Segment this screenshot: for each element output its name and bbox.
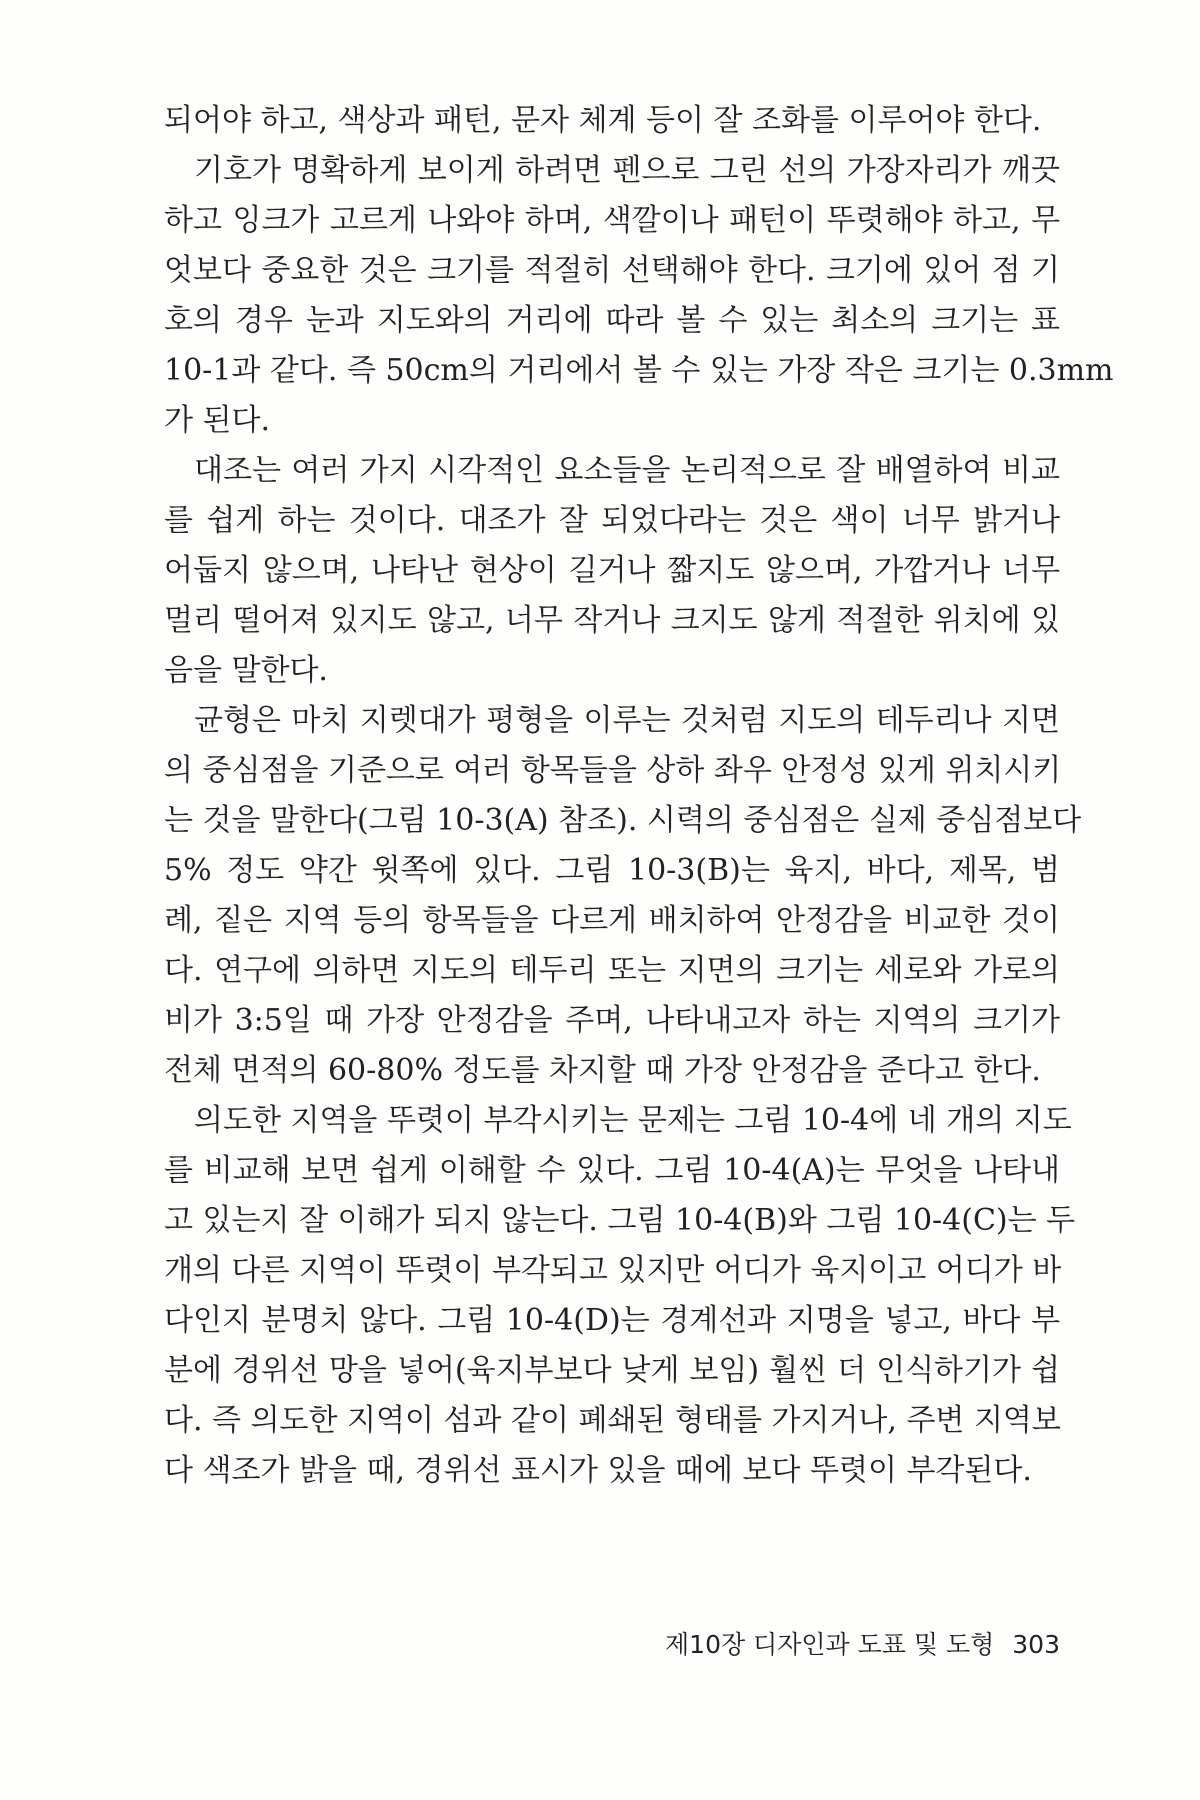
paragraph-4 — [164, 696, 1082, 1096]
text-line: 10-1과 같다. 즉 50cm의 거리에서 볼 수 있는 가장 작은 크기는 0.3mm — [164, 353, 1114, 388]
text-line: 음을 말한다. — [164, 653, 328, 688]
text-line: 엇보다 중요한 것은 크기를 적절히 선택해야 한다. 크기에 있어 점 기 — [164, 253, 1060, 288]
text-line: 고 있는지 잘 이해가 되지 않는다. 그림 10-4(B)와 그림 10-4(C)는 두 — [164, 1203, 1076, 1238]
running-chapter-title: 제10장 디자인과 도표 및 도형 — [665, 1630, 995, 1659]
page-footer — [665, 1625, 1060, 1661]
text-line: 를 쉽게 하는 것이다. 대조가 잘 되었다라는 것은 색이 너무 밝거나 — [164, 503, 1060, 538]
text-line: 비가 3:5일 때 가장 안정감을 주며, 나타내고자 하는 지역의 크기가 — [164, 1003, 1060, 1038]
text-line: 다. 연구에 의하면 지도의 테두리 또는 지면의 크기는 세로와 가로의 — [164, 953, 1060, 988]
text-line: 균형은 마치 지렛대가 평형을 이루는 것처럼 지도의 테두리나 지면 — [194, 703, 1060, 738]
text-line: 가 된다. — [164, 403, 271, 438]
text-line: 5% 정도 약간 윗쪽에 있다. 그림 10-3(B)는 육지, 바다, 제목, 범 — [164, 853, 1060, 888]
text-line: 기호가 명확하게 보이게 하려면 펜으로 그린 선의 가장자리가 깨끗 — [194, 153, 1060, 188]
text-line: 개의 다른 지역이 뚜렷이 부각되고 있지만 어디가 육지이고 어디가 바 — [164, 1253, 1062, 1288]
text-line: 다 색조가 밝을 때, 경위선 표시가 있을 때에 보다 뚜렷이 부각된다. — [164, 1453, 1032, 1488]
paragraph-5 — [164, 1096, 1076, 1496]
body-text — [164, 96, 1114, 1496]
text-line: 의 중심점을 기준으로 여러 항목들을 상하 좌우 안정성 있게 위치시키 — [164, 753, 1062, 788]
text-line: 하고 잉크가 고르게 나와야 하며, 색깔이나 패턴이 뚜렷해야 하고, 무 — [164, 203, 1060, 238]
text-line: 호의 경우 눈과 지도와의 거리에 따라 볼 수 있는 최소의 크기는 표 — [164, 303, 1060, 338]
text-line: 례, 짙은 지역 등의 항목들을 다르게 배치하여 안정감을 비교한 것이 — [164, 903, 1060, 938]
text-line: 전체 면적의 60-80% 정도를 차지할 때 가장 안정감을 준다고 한다. — [164, 1053, 1041, 1088]
paragraph-1 — [164, 96, 1060, 146]
text-line: 는 것을 말한다(그림 10-3(A) 참조). 시력의 중심점은 실제 중심점보다 — [164, 803, 1082, 838]
text-line: 멀리 떨어져 있지도 않고, 너무 작거나 크지도 않게 적절한 위치에 있 — [164, 603, 1060, 638]
paragraph-3 — [164, 446, 1060, 696]
text-line: 대조는 여러 가지 시각적인 요소들을 논리적으로 잘 배열하여 비교 — [194, 453, 1060, 488]
text-line: 다. 즉 의도한 지역이 섬과 같이 폐쇄된 형태를 가지거나, 주변 지역보 — [164, 1403, 1061, 1438]
paragraph-2 — [164, 146, 1114, 446]
page-number: 303 — [1012, 1630, 1060, 1659]
text-line: 되어야 하고, 색상과 패턴, 문자 체계 등이 잘 조화를 이루어야 한다. — [164, 103, 1042, 138]
text-line: 의도한 지역을 뚜렷이 부각시키는 문제는 그림 10-4에 네 개의 지도 — [194, 1103, 1072, 1138]
text-line: 어둡지 않으며, 나타난 현상이 길거나 짧지도 않으며, 가깝거나 너무 — [164, 553, 1060, 588]
text-line: 를 비교해 보면 쉽게 이해할 수 있다. 그림 10-4(A)는 무엇을 나타내 — [164, 1153, 1060, 1188]
text-line: 다인지 분명치 않다. 그림 10-4(D)는 경계선과 지명을 넣고, 바다 부 — [164, 1303, 1060, 1338]
text-line: 분에 경위선 망을 넣어(육지부보다 낮게 보임) 훨씬 더 인식하기가 쉽 — [164, 1353, 1060, 1388]
